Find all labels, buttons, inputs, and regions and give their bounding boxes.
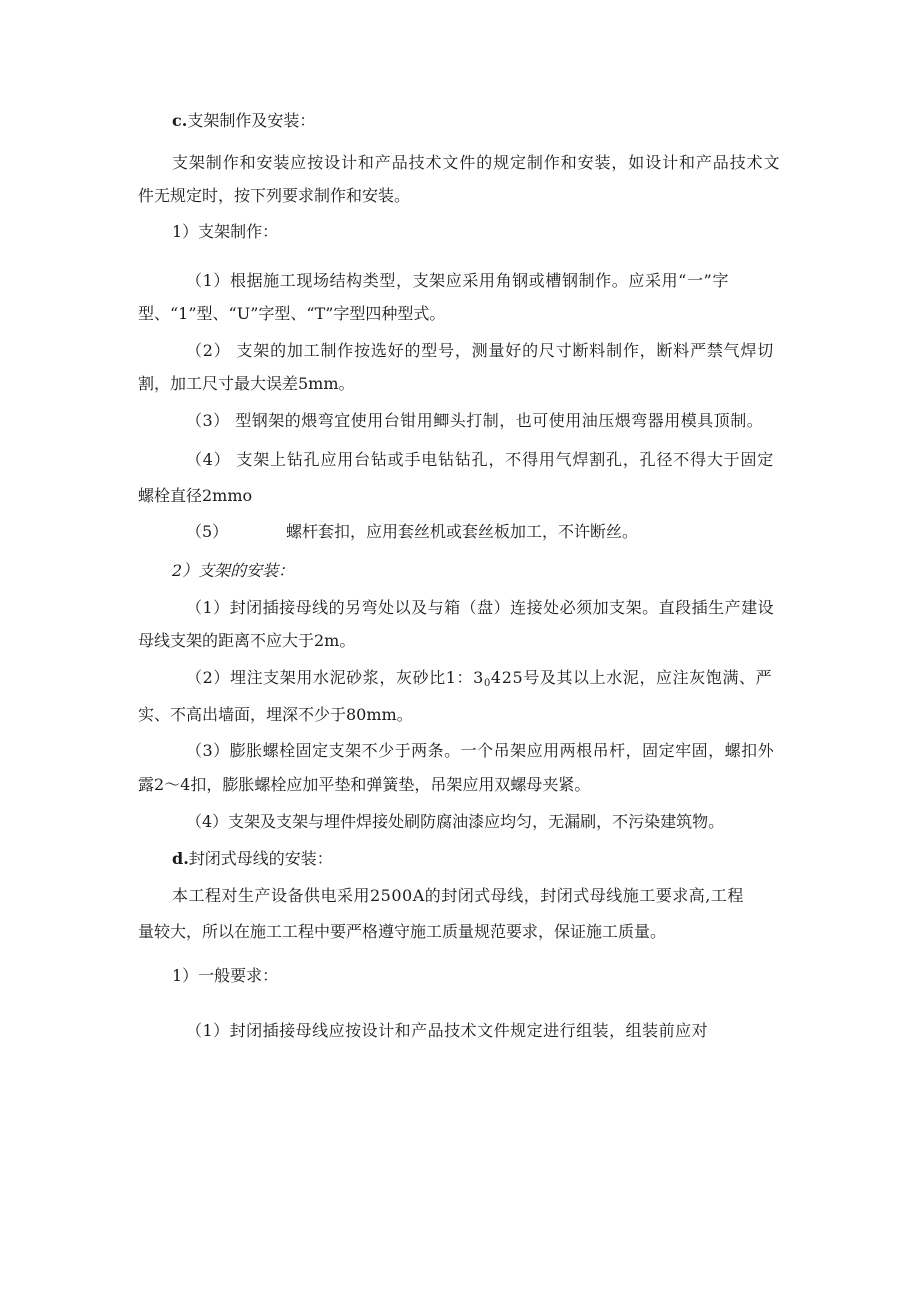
- section-d-prefix: d.: [172, 849, 189, 868]
- section-c-intro-line1: 支架制作和安装应按设计和产品技术文件的规定制作和安装，如设计和产品技术文: [172, 153, 781, 172]
- c-sub1-heading: 1）支架制作：: [172, 222, 279, 241]
- c-sub1-item4-line1: （4） 支架上钻孔应用台钻或手电钻钻孔，不得用气焊割孔，孔径不得大于固定: [186, 450, 775, 469]
- section-d-heading: [172, 848, 333, 870]
- c-sub2-item2-subscript: 0: [483, 678, 491, 689]
- c-sub1-item2-line1: （2） 支架的加工制作按选好的型号，测量好的尺寸断料制作，断料严禁气焊切: [186, 341, 775, 360]
- section-d-intro-line1: 本工程对生产设备供电采用2500A的封闭式母线，封闭式母线施工要求高,工程: [172, 886, 744, 905]
- c-sub2-item2-part-b: 425号及其以上水泥，应注灰饱满、严: [490, 668, 773, 687]
- c-sub1-item5-number: （5）: [186, 522, 229, 541]
- c-sub1-item4-line2: 螺栓直径2mmo: [138, 486, 253, 505]
- c-sub2-heading: 2）支架的安装：: [172, 561, 295, 580]
- c-sub2-item1-line2: 母线支架的距离不应大于2m。: [138, 631, 356, 650]
- c-sub1-item1-line2: 型、“1”型、“U”字型、“T”字型四种型式。: [138, 304, 446, 323]
- section-c-heading: [172, 110, 315, 132]
- c-sub1-item5-text: 螺杆套扣，应用套丝机或套丝板加工，不许断丝。: [286, 522, 639, 541]
- c-sub2-item4-line1: （4）支架及支架与埋件焊接处刷防腐油漆应均匀，无漏刷，不污染建筑物。: [186, 812, 725, 831]
- c-sub2-item3-line2: 露2～4扣，膨胀螺栓应加平垫和弹簧垫，吊架应用双螺母夹紧。: [138, 775, 591, 794]
- d-sub1-heading: 1）一般要求：: [172, 966, 279, 985]
- section-c-intro-line2: 件无规定时，按下列要求制作和安装。: [138, 186, 411, 205]
- c-sub1-item2-line2: 割，加工尺寸最大误差5mm。: [138, 374, 355, 393]
- c-sub2-item3-line1: （3）膨胀螺栓固定支架不少于两条。一个吊架应用两根吊杆，固定牢固，螺扣外: [186, 741, 775, 760]
- d-sub1-item1-line1: （1）封闭插接母线应按设计和产品技术文件规定进行组装，组装前应对: [186, 1021, 709, 1040]
- c-sub1-item3-line1: （3） 型钢架的煨弯宜使用台钳用鲫头打制，也可使用油压煨弯器用模具顶制。: [186, 411, 764, 430]
- section-c-prefix: c.: [172, 111, 188, 130]
- section-c-title: 支架制作及安装：: [187, 111, 316, 130]
- section-d-title: 封闭式母线的安装：: [188, 849, 333, 868]
- c-sub2-item2-line1: [186, 667, 772, 689]
- c-sub2-item2-line2: 实、不高出墙面，埋深不少于80mm。: [138, 705, 413, 724]
- section-d-intro-line2: 量较大，所以在施工工程中要严格遵守施工质量规范要求，保证施工质量。: [138, 922, 667, 941]
- c-sub1-item1-line1: （1）根据施工现场结构类型，支架应采用角钢或槽钢制作。应采用“一”字: [186, 271, 729, 290]
- c-sub2-item1-line1: （1）封闭插接母线的另弯处以及与箱（盘）连接处必须加支架。直段插生产建设: [186, 598, 775, 617]
- c-sub2-item2-part-a: （2）埋注支架用水泥砂浆，灰砂比1：3: [186, 668, 484, 687]
